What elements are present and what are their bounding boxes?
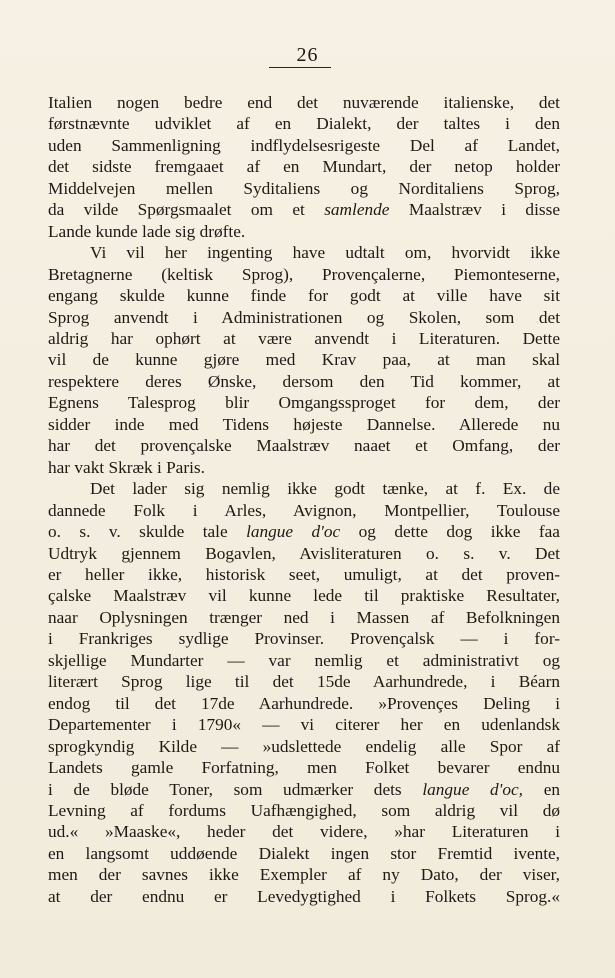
italic-term: langue d'oc, [422, 779, 524, 799]
text-run: en [523, 779, 561, 799]
text-line: det sidste fremgaaet af en Mundart, der netop holder [48, 157, 560, 177]
text-line [48, 521, 560, 542]
text-line: Udtryk gjennem Bogavlen, Avisliteraturen o. s. v. Det [48, 543, 560, 563]
text-line: naar Oplysningen trænger ned i Massen af Befolkningen [48, 607, 560, 627]
text-line: Departementer i 1790« — vi citerer her en udenlandsk [48, 715, 560, 735]
page-number-rule [269, 67, 331, 68]
text-run: da vilde Spørgsmaalet om et [48, 200, 325, 220]
text-line: Lande kunde lade sig drøfte. [48, 221, 246, 241]
text-line: endog til det 17de Aarhundrede. »Provençes Deling i [48, 693, 560, 713]
text-line: çalske Maalstræv vil kunne lede til praktiske Resultater, [48, 586, 560, 606]
text-line: Egnens Talesprog blir Omgangssproget for dem, der [48, 393, 560, 413]
text-line: i Frankriges sydlige Provinser. Provençalsk — i for- [48, 629, 560, 649]
text-line: sprogkyndig Kilde — »udslettede endelig alle Spor af [48, 736, 560, 756]
text-run: Maalstræv i disse [389, 200, 560, 220]
text-line: men der savnes ikke Exempler af ny Dato, der viser, [48, 865, 560, 885]
text-line: at der endnu er Levedygtighed i Folkets Sprog.« [48, 886, 560, 906]
text-line: Levning af fordums Uafhængighed, som aldrig vil dø [48, 800, 560, 820]
text-line: Landets gamle Forfatning, men Folket bevarer endnu [48, 758, 560, 778]
italic-term: samlende [324, 200, 390, 220]
text-line [48, 199, 560, 220]
text-line: engang skulde kunne finde for godt at ville have sit [48, 286, 560, 306]
text-line: sidder inde med Tidens højeste Dannelse. Allerede nu [48, 414, 560, 434]
text-line: Bretagnerne (keltisk Sprog), Provençalerne, Piemonteserne, [48, 264, 560, 284]
text-line: literært Sprog lige til det 15de Aarhundrede, i Béarn [48, 672, 560, 692]
text-line: uden Sammenligning indflydelsesrigeste Del af Landet, [48, 135, 560, 155]
text-line: aldrig har ophørt at være anvendt i Literaturen. Dette [48, 328, 560, 348]
text-line: vil de kunne gjøre med Krav paa, at man skal [48, 350, 560, 370]
page-number: 26 [296, 44, 319, 66]
text-line: har vakt Skræk i Paris. [48, 457, 205, 477]
text-line [48, 779, 560, 800]
text-line: respektere deres Ønske, dersom den Tid kommer, at [48, 371, 560, 391]
text-line: dannede Folk i Arles, Avignon, Montpellier, Toulouse [48, 500, 560, 520]
text-run: og dette dog ikke faa [340, 522, 560, 542]
text-line: er heller ikke, historisk seet, umuligt, at det proven- [48, 564, 560, 584]
text-line: Sprog anvendt i Administrationen og Skolen, som det [48, 307, 560, 327]
text-line: Italien nogen bedre end det nuværende italienske, det [48, 93, 560, 112]
text-line: ud.« »Maaske«, heder det videre, »har Literaturen i [48, 822, 560, 842]
italic-term: langue d'oc [246, 522, 341, 542]
text-line: Middelvejen mellen Syditaliens og Norditaliens Sprog, [48, 178, 560, 198]
body-text [48, 92, 560, 907]
text-line: har det provençalske Maalstræv naaet et Omfang, der [48, 436, 560, 456]
text-run: o. s. v. skulde tale [48, 522, 247, 542]
text-line: skjellige Mundarter — var nemlig et administrativt og [48, 650, 560, 670]
text-line: Det lader sig nemlig ikke godt tænke, at f. Ex. de [90, 479, 560, 499]
text-line: en langsomt uddøende Dialekt ingen stor Fremtid ivente, [48, 843, 560, 863]
text-run: i de bløde Toner, som udmærker dets [48, 779, 423, 799]
text-line: Vi vil her ingenting have udtalt om, hvorvidt ikke [90, 243, 560, 263]
text-line: førstnævnte udviklet af en Dialekt, der taltes i den [48, 114, 560, 134]
